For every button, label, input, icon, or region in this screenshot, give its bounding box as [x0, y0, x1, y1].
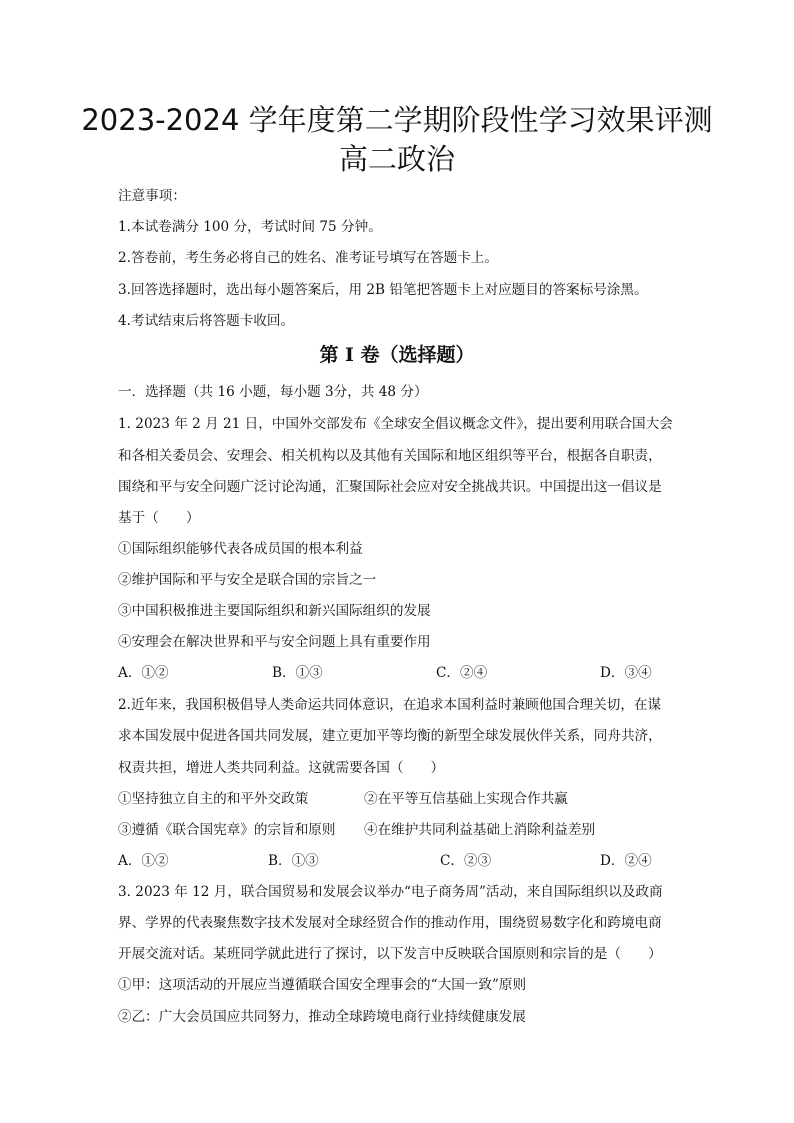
question-2-statement: ③遵循《联合国宪章》的宗旨和原则: [118, 822, 336, 838]
section-instruction: 一．选择题（共 16 小题，每小题 3分，共 48 分）: [118, 384, 428, 400]
question-2-statement: ②在平等互信基础上实现合作共赢: [364, 791, 568, 807]
option-b[interactable]: B．①③: [272, 665, 323, 681]
question-1-statement: ②维护国际和平与安全是联合国的宗旨之一: [118, 572, 377, 588]
note-item: 4.考试结束后将答题卡收回。: [118, 313, 295, 329]
question-3-statement: ②乙：广大会员国应共同努力，推动全球跨境电商行业持续健康发展: [118, 1009, 526, 1025]
question-1-statement: ③中国积极推进主要国际组织和新兴国际组织的发展: [118, 603, 431, 619]
exam-subject: 高二政治: [338, 142, 455, 176]
question-2-statement: ④在维护共同利益基础上消除利益差别: [364, 822, 596, 838]
note-item: 3.回答选择题时，选出每小题答案后，用 2B 铅笔把答题卡上对应题目的答案标号涂黑。: [118, 282, 648, 298]
section-title: 第 I 卷（选择题）: [319, 344, 475, 366]
question-1-stem: 和各相关委员会、安理会、相关机构以及其他有关国际和地区组织等平台，根据各自职责，: [118, 448, 662, 464]
option-b[interactable]: B．①③: [268, 853, 319, 869]
question-2-stem: 2.近年来，我国积极倡导人类命运共同体意识，在追求本国利益时兼顾他国合理关切，在谋: [118, 697, 662, 713]
question-3-statement: ①甲：这项活动的开展应当遵循联合国安全理事会的“大国一致”原则: [118, 977, 527, 993]
question-2-statement: ①坚持独立自主的和平外交政策: [118, 791, 309, 807]
question-1-stem: 基于（ ）: [118, 510, 200, 526]
option-d[interactable]: D．②④: [600, 853, 652, 869]
option-a[interactable]: A．①②: [118, 853, 169, 869]
question-2-stem: 权责共担，增进人类共同利益。这就需要各国（ ）: [118, 760, 445, 776]
question-1-statement: ①国际组织能够代表各成员国的根本利益: [118, 541, 363, 557]
question-1-stem: 围绕和平与安全问题广泛讨论沟通，汇聚国际社会应对安全挑战共识。中国提出这一倡议是: [118, 479, 662, 495]
question-1-statement: ④安理会在解决世界和平与安全问题上具有重要作用: [118, 634, 431, 650]
note-item: 2.答卷前，考生务必将自己的姓名、准考证号填写在答题卡上。: [118, 250, 498, 266]
question-3-stem: 3. 2023 年 12 月，联合国贸易和发展会议举办“电子商务周”活动，来自国际组织以及政商: [118, 884, 663, 900]
question-3-stem: 开展交流对话。某班同学就此进行了探讨，以下发言中反映联合国原则和宗旨的是（ ）: [118, 946, 662, 962]
question-1-stem: 1. 2023 年 2 月 21 日，中国外交部发布《全球安全倡议概念文件》，提出要利用联合国大会: [118, 416, 673, 432]
notes-heading: 注意事项：: [118, 188, 186, 204]
option-c[interactable]: C．②③: [440, 853, 492, 869]
option-c[interactable]: C．②④: [436, 665, 488, 681]
question-3-stem: 界、学界的代表聚焦数字技术发展对全球经贸合作的推动作用，围绕贸易数字化和跨境电商: [118, 915, 662, 931]
exam-title: 2023-2024 学年度第二学期阶段性学习效果评测: [81, 103, 713, 137]
note-item: 1.本试卷满分 100 分，考试时间 75 分钟。: [118, 219, 382, 235]
option-d[interactable]: D．③④: [600, 665, 652, 681]
option-a[interactable]: A．①②: [118, 665, 169, 681]
question-2-stem: 求本国发展中促进各国共同发展，建立更加平等均衡的新型全球发展伙伴关系，同舟共济，: [118, 728, 662, 744]
